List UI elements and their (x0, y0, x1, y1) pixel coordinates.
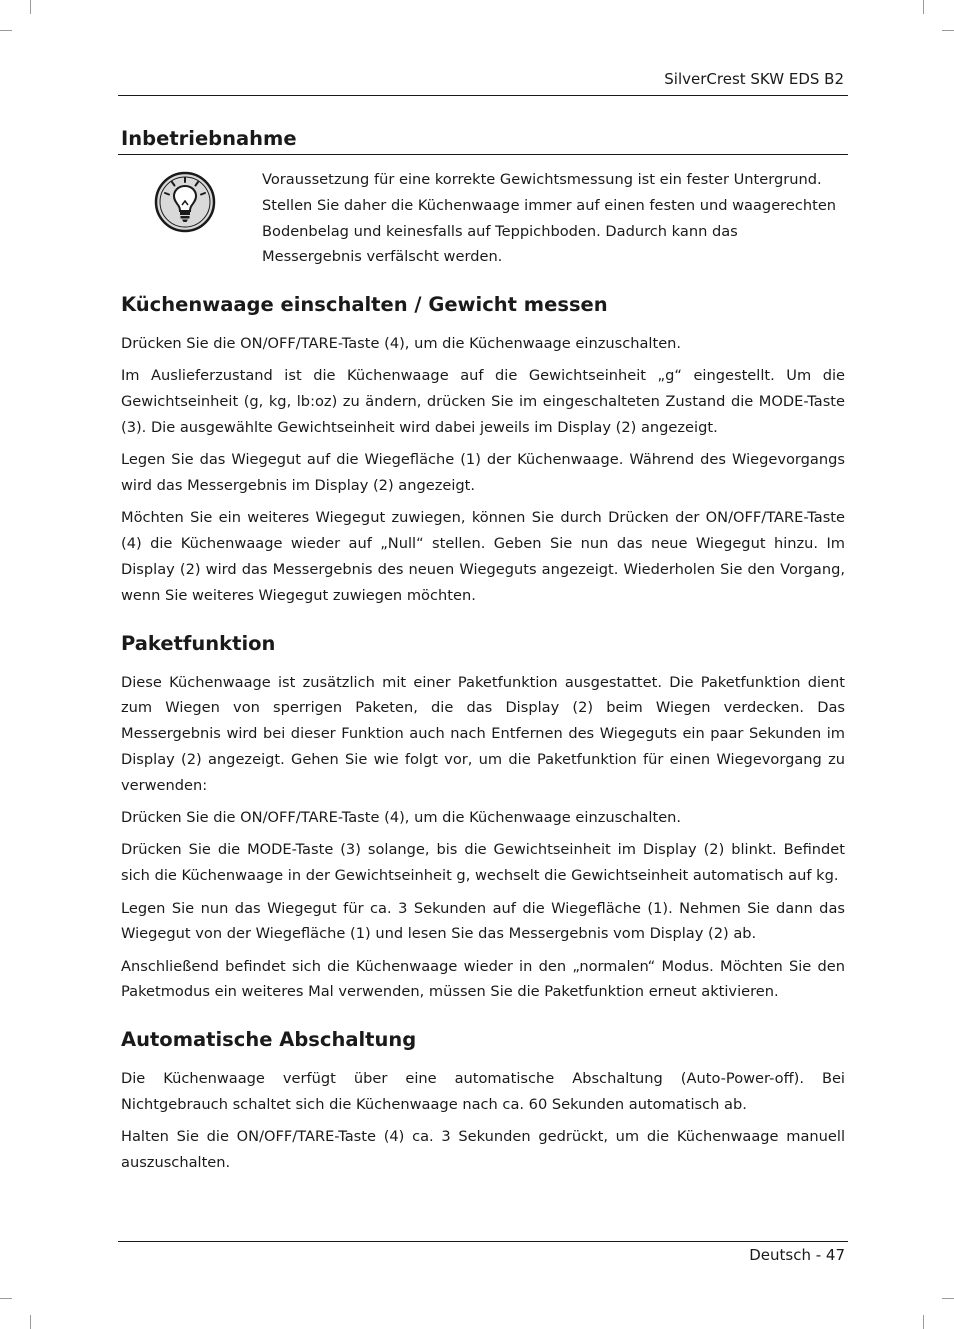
crop-mark (30, 0, 31, 14)
section-paketfunktion (121, 629, 845, 1006)
paragraph: Im Auslieferzustand ist die Küchenwaage auf die Gewichtseinheit „g“ eingestellt. Um die Gewichtseinheit (g, kg, lb:oz) zu ändern, drücken Sie im eingeschalteten Zustand die MODE-Taste (3). Die ausgewählte Gewichtseinheit wird dabei jeweils im Display (2) angezeigt. (121, 367, 845, 437)
page-number: Deutsch - 47 (749, 1246, 845, 1264)
crop-mark (30, 1315, 31, 1329)
header-rule (118, 95, 848, 96)
paragraph: Drücken Sie die MODE-Taste (3) solange, bis die Gewichtseinheit im Display (2) blinkt. Befindet sich die Küchenwaage in der Gewichtseinheit g, wechselt die Gewichtseinheit automatisch auf kg. (121, 841, 845, 885)
crop-mark (942, 1298, 954, 1299)
section-inbetriebnahme (121, 124, 845, 270)
paragraph: Diese Küchenwaage ist zusätzlich mit einer Paketfunktion ausgestattet. Die Paketfunktion dient zum Wiegen von sperrigen Paketen, die das Display (2) beim Wiegen verdecken. Das Messergebnis wird bei dieser Funktion auch nach Entfernen des Wiegeguts ein paar Sekunden im Display (2) angezeigt. Gehen Sie wie folgt vor, um die Paketfunktion für einen Wiegevorgang zu verwenden: (121, 673, 845, 794)
crop-mark (0, 1298, 12, 1299)
crop-mark (923, 1315, 924, 1329)
tip-line: Stellen Sie daher die Küchenwaage immer auf einen festen und waagerechten (262, 196, 837, 214)
paragraph: Legen Sie nun das Wiegegut für ca. 3 Sekunden auf die Wiegefläche (1). Nehmen Sie dann das Wiegegut von der Wiegefläche (1) und lesen Sie das Messergebnis vom Display (2) ab. (121, 899, 845, 943)
section-einschalten (121, 290, 845, 608)
paragraph: Möchten Sie ein weiteres Wiegegut zuwiegen, können Sie durch Drücken der ON/OFF/TARE-Taste (4) die Küchenwaage wieder auf „Null“ stellen. Geben Sie nun das neue Wiegegut hinzu. Im Display (2) wird das Messergebnis des neuen Wiegeguts angezeigt. Wiederholen Sie den Vorgang, wenn Sie weiteres Wiegegut zuwiegen möchten. (121, 509, 845, 604)
footer-rule (118, 1241, 848, 1242)
tip-line: Messergebnis verfälscht werden. (262, 248, 503, 266)
section-abschaltung (121, 1025, 845, 1176)
paragraph: Legen Sie das Wiegegut auf die Wiegefläche (1) der Küchenwaage. Während des Wiegevorgangs wird das Messergebnis im Display (2) angezeigt. (121, 451, 845, 495)
crop-mark (0, 30, 12, 31)
tip-line: Bodenbelag und keinesfalls auf Teppichboden. Dadurch kann das (262, 222, 738, 240)
crop-mark (923, 0, 924, 14)
page-content (121, 124, 845, 1182)
paragraph: Die Küchenwaage verfügt über eine automatische Abschaltung (Auto-Power-off). Bei Nichtgebrauch schaltet sich die Küchenwaage nach ca. 60 Sekunden automatisch ab. (121, 1070, 845, 1114)
section-heading: Küchenwaage einschalten / Gewicht messen (121, 293, 608, 317)
paragraph: Halten Sie die ON/OFF/TARE-Taste (4) ca. 3 Sekunden gedrückt, um die Küchenwaage manuell auszuschalten. (121, 1128, 845, 1172)
tip-line: Voraussetzung für eine korrekte Gewichtsmessung ist ein fester Untergrund. (262, 171, 822, 188)
paragraph: Drücken Sie die ON/OFF/TARE-Taste (4), um die Küchenwaage einzuschalten. (121, 809, 682, 827)
section-heading: Inbetriebnahme (121, 127, 297, 150)
tip-icon-holder (121, 167, 262, 270)
paragraph: Drücken Sie die ON/OFF/TARE-Taste (4), um die Küchenwaage einzuschalten. (121, 335, 682, 353)
page-header-title: SilverCrest SKW EDS B2 (664, 70, 844, 88)
lightbulb-tip-icon (153, 170, 217, 234)
section-heading: Paketfunktion (121, 631, 276, 655)
section-heading: Automatische Abschaltung (121, 1028, 417, 1052)
paragraph: Anschließend befindet sich die Küchenwaage wieder in den „normalen“ Modus. Möchten Sie den Paketmodus ein weiteres Mal verwenden, müssen Sie die Paketfunktion erneut aktivieren. (121, 957, 845, 1001)
tip-box (121, 167, 845, 270)
heading-underline (118, 124, 848, 155)
tip-text (262, 167, 836, 270)
crop-mark (942, 30, 954, 31)
